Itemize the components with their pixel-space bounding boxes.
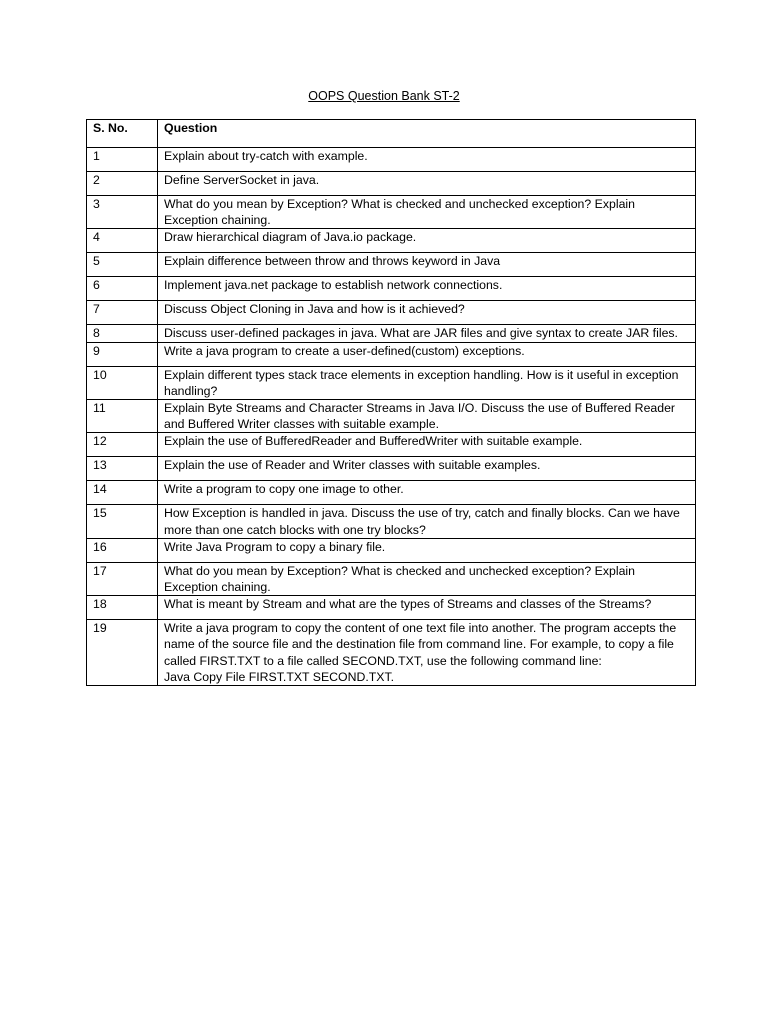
row-question: Write a program to copy one image to other.	[158, 481, 696, 505]
row-question: Explain the use of Reader and Writer classes with suitable examples.	[158, 457, 696, 481]
row-question	[158, 620, 696, 686]
row-number: 5	[87, 253, 158, 277]
row-number: 13	[87, 457, 158, 481]
row-question: Explain the use of BufferedReader and BufferedWriter with suitable example.	[158, 433, 696, 457]
row-question: Define ServerSocket in java.	[158, 172, 696, 196]
page-title: OOPS Question Bank ST-2	[308, 89, 460, 103]
row-number: 10	[87, 366, 158, 399]
row-number: 18	[87, 596, 158, 620]
row-question: Draw hierarchical diagram of Java.io package.	[158, 229, 696, 253]
header-sno: S. No.	[87, 120, 158, 148]
row-number: 6	[87, 277, 158, 301]
table-row	[87, 505, 696, 538]
row-question: Write a java program to create a user-defined(custom) exceptions.	[158, 342, 696, 366]
row-number: 12	[87, 433, 158, 457]
row-question: Discuss Object Cloning in Java and how is it achieved?	[158, 301, 696, 325]
table-row	[87, 172, 696, 196]
row-question-command: Java Copy File FIRST.TXT SECOND.TXT.	[164, 669, 395, 684]
table-row	[87, 229, 696, 253]
row-question: How Exception is handled in java. Discuss the use of try, catch and finally blocks. Can we have more than one catch blocks with one try blocks?	[158, 505, 696, 538]
row-question: Explain difference between throw and throws keyword in Java	[158, 253, 696, 277]
row-number: 9	[87, 342, 158, 366]
row-number: 14	[87, 481, 158, 505]
table-row	[87, 562, 696, 595]
row-question: What is meant by Stream and what are the types of Streams and classes of the Streams?	[158, 596, 696, 620]
table-row	[87, 433, 696, 457]
row-question: What do you mean by Exception? What is checked and unchecked exception? Explain Exception chaining.	[158, 196, 696, 229]
row-question: Implement java.net package to establish network connections.	[158, 277, 696, 301]
table-row	[87, 253, 696, 277]
row-number: 7	[87, 301, 158, 325]
row-question: Explain about try-catch with example.	[158, 148, 696, 172]
row-question: What do you mean by Exception? What is checked and unchecked exception? Explain Exception chaining.	[158, 562, 696, 595]
row-number: 1	[87, 148, 158, 172]
table-row	[87, 457, 696, 481]
row-number: 19	[87, 620, 158, 686]
table-row	[87, 148, 696, 172]
row-question: Write Java Program to copy a binary file.	[158, 538, 696, 562]
table-row	[87, 342, 696, 366]
question-table	[86, 119, 696, 686]
row-number: 3	[87, 196, 158, 229]
row-number: 11	[87, 400, 158, 433]
table-row	[87, 196, 696, 229]
row-question-text: Write a java program to copy the content of one text file into another. The program accepts the name of the source file and the destination file from command line. For example, to copy a file called FIRST.TXT to a file called SECOND.TXT, use the following command line:	[164, 621, 677, 668]
table-row	[87, 620, 696, 686]
row-question: Explain different types stack trace elements in exception handling. How is it useful in exception handling?	[158, 366, 696, 399]
table-row	[87, 481, 696, 505]
table-row	[87, 400, 696, 433]
row-number: 4	[87, 229, 158, 253]
table-header-row	[87, 120, 696, 148]
row-number: 15	[87, 505, 158, 538]
row-number: 17	[87, 562, 158, 595]
table-row	[87, 301, 696, 325]
row-number: 2	[87, 172, 158, 196]
row-number: 8	[87, 325, 158, 342]
table-row	[87, 277, 696, 301]
row-number: 16	[87, 538, 158, 562]
table-row	[87, 325, 696, 342]
row-question: Explain Byte Streams and Character Streams in Java I/O. Discuss the use of Buffered Reader and Buffered Writer classes with suitable example.	[158, 400, 696, 433]
row-question: Discuss user-defined packages in java. What are JAR files and give syntax to create JAR files.	[158, 325, 696, 342]
header-question: Question	[158, 120, 696, 148]
table-row	[87, 538, 696, 562]
table-row	[87, 596, 696, 620]
table-row	[87, 366, 696, 399]
